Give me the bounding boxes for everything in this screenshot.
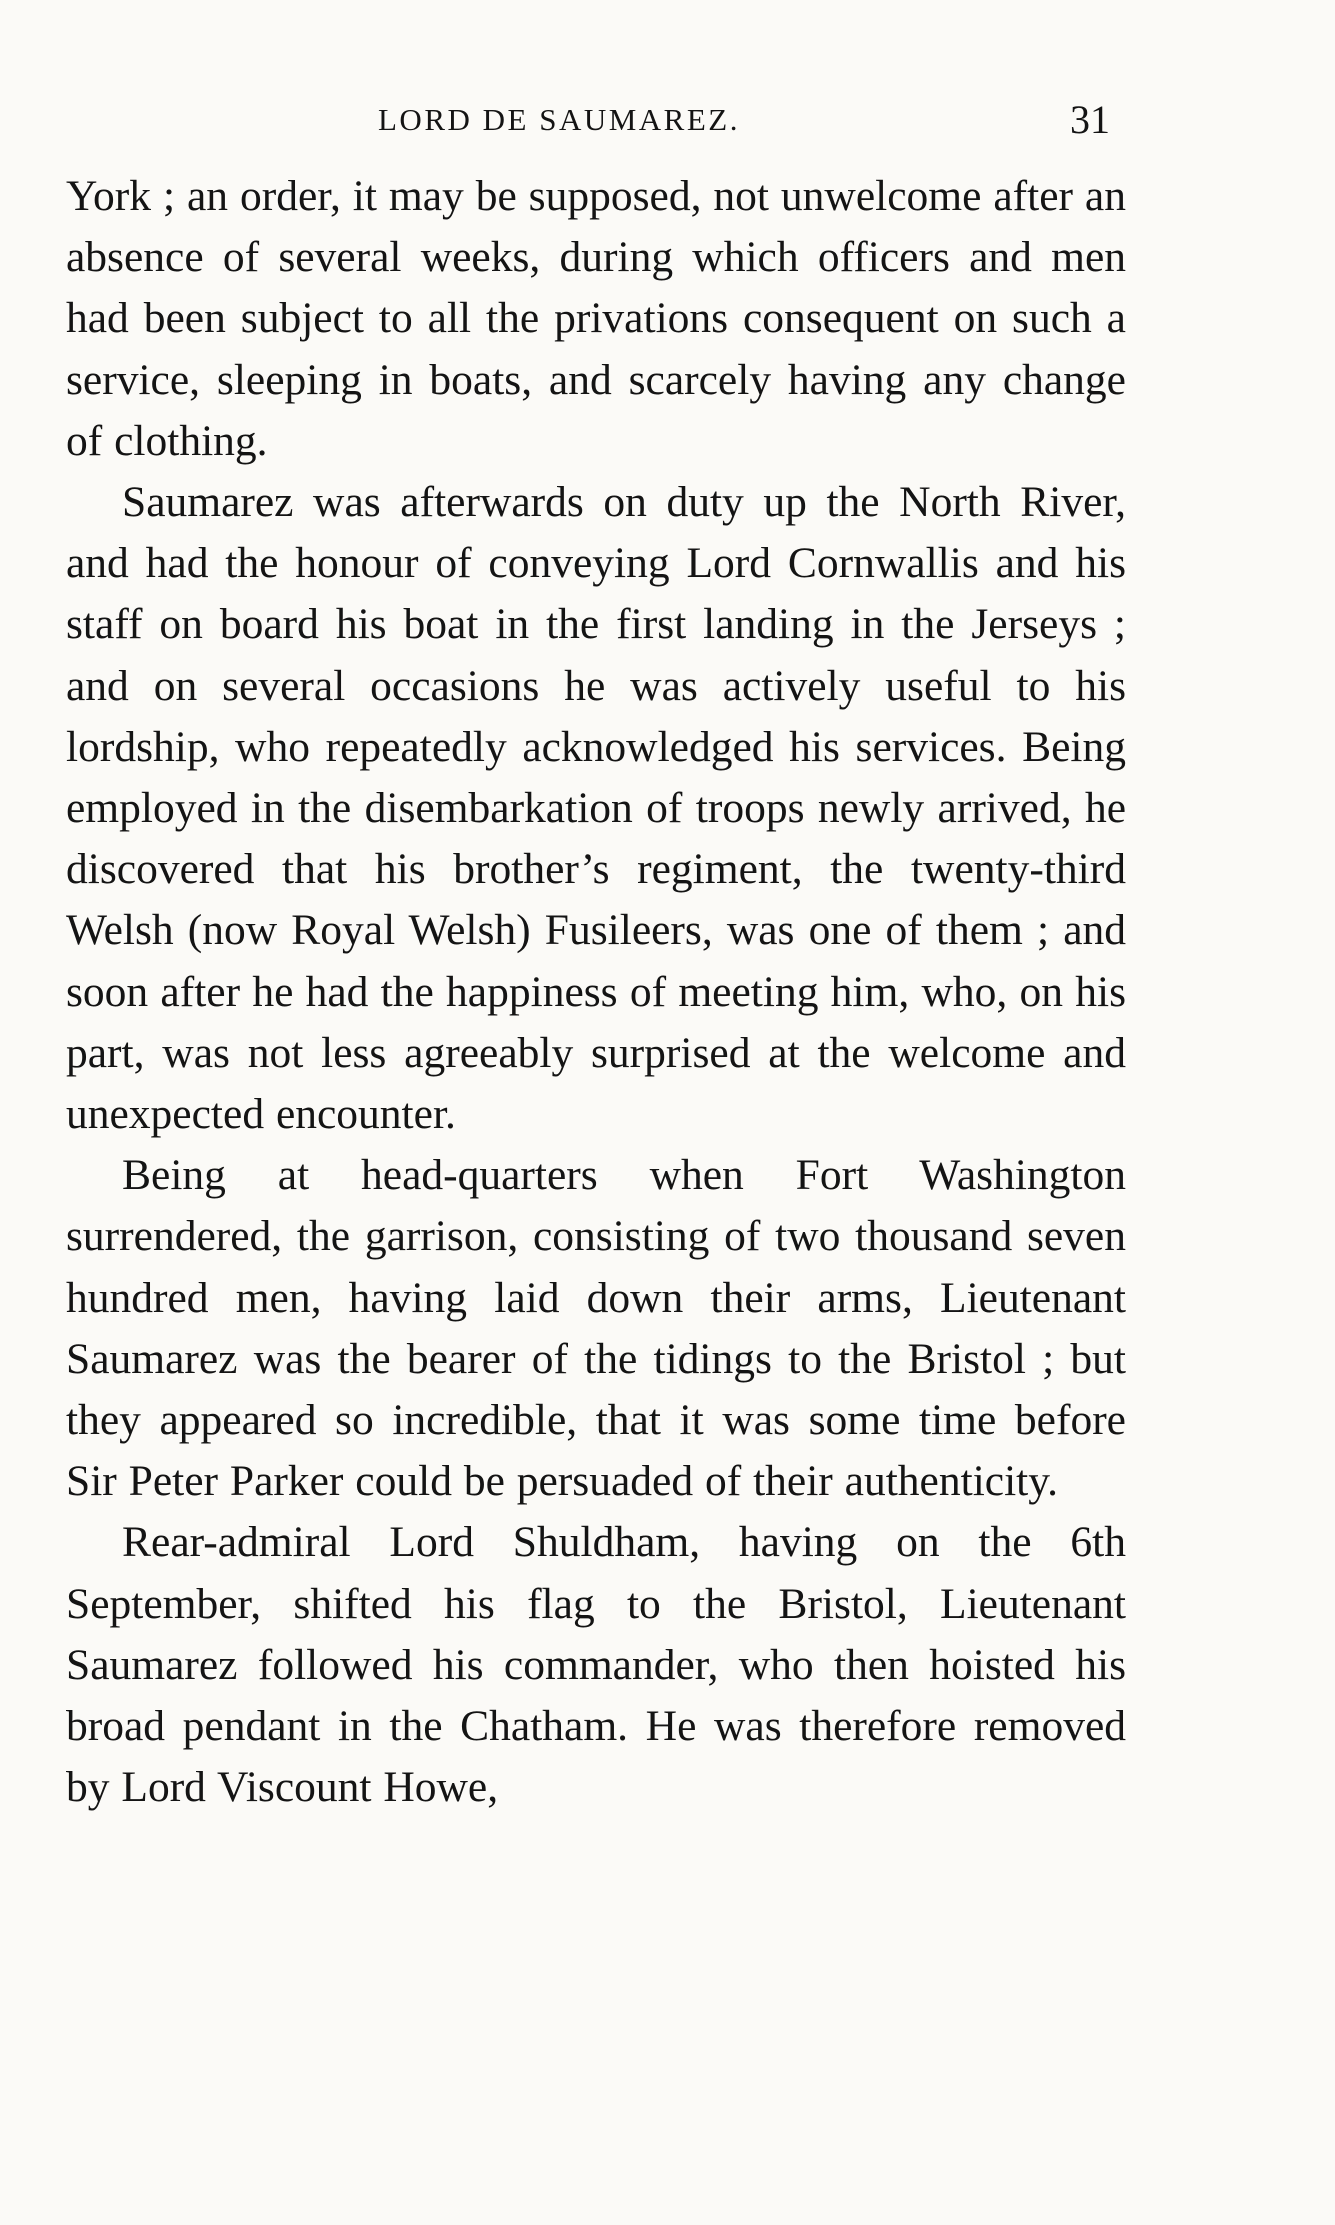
paragraph-3: Being at head-quarters when Fort Washington surrendered, the garrison, consisting of two thousand seven hundred men, having laid down their arms, Lieutenant Saumarez was the bearer of the tidings to the Bristol ; but they appeared so incredible, that it was some time before Sir Peter Parker could be persuaded of their authenticity.	[66, 1151, 1126, 1506]
body-text	[66, 166, 1126, 1818]
paragraph-1: York ; an order, it may be supposed, not unwelcome after an absence of several weeks, during which officers and men had been subject to all the privations consequent on such a service, sleeping in boats, and scarcely having any change of clothing.	[66, 172, 1126, 465]
paragraph-4: Rear-admiral Lord Shuldham, having on the 6th September, shifted his flag to the Bristol, Lieutenant Saumarez followed his commander, who then hoisted his broad pendant in the Chatham. He was therefore removed by Lord Viscount Howe,	[66, 1518, 1126, 1812]
running-title: LORD DE SAUMAREZ.	[378, 102, 740, 137]
running-head	[0, 96, 1335, 156]
page-number: 31	[1070, 97, 1110, 142]
paragraph-2: Saumarez was afterwards on duty up the North River, and had the honour of conveying Lord Cornwallis and his staff on board his boat in the first landing in the Jerseys ; and on several occasions he was actively useful to his lordship, who repeatedly acknowledged his services. Being employed in the disembarkation of troops newly arrived, he discovered that his brother’s regiment, the twenty-third Welsh (now Royal Welsh) Fusileers, was one of them ; and soon after he had the happiness of meeting him, who, on his part, was not less agreeably surprised at the welcome and unexpected encounter.	[66, 478, 1126, 1139]
